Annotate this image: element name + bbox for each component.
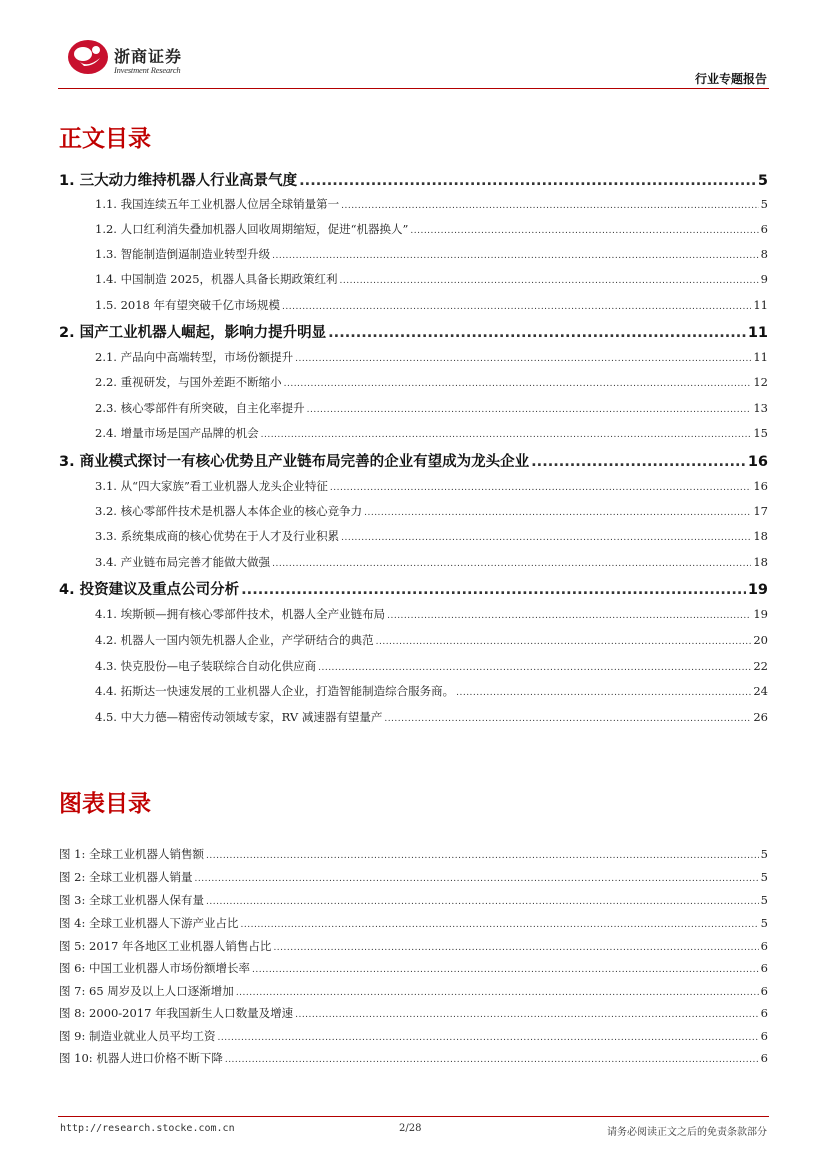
figure-entry-page: 6 [760,939,768,953]
toc-entry[interactable] [0,632,827,648]
leader-dots [364,508,751,518]
figure-entry[interactable] [0,915,827,931]
toc-entry[interactable] [0,528,827,544]
leader-dots [299,173,756,189]
figure-entry[interactable] [0,846,827,862]
leader-dots [531,454,746,470]
figure-entry-number: 图 6: [59,961,86,975]
toc-entry-number: 2. [59,325,75,341]
toc-entry-page: 11 [753,298,768,312]
toc-entry-text: 中国制造 2025，机器人具备长期政策红利 [120,272,338,286]
toc-entry-number: 3.2. [95,504,117,518]
leader-dots [456,688,751,698]
figure-entry[interactable] [0,1028,827,1044]
figure-entry[interactable] [0,1005,827,1021]
toc-entry-number: 4.4. [95,684,117,698]
figure-entry[interactable] [0,960,827,976]
toc-entry-page: 11 [753,350,768,364]
figure-entry-page: 5 [760,847,768,861]
toc-entry-number: 2.1. [95,350,117,364]
toc-entry[interactable] [0,709,827,725]
figure-entry-page: 6 [760,1029,768,1043]
toc-entry[interactable] [0,450,827,471]
toc-entry-page: 12 [753,375,768,389]
toc-entry[interactable] [0,658,827,674]
figure-entry-page: 5 [760,916,768,930]
leader-dots [330,483,751,493]
toc-entry-text: 产业链布局完善才能做大做强 [120,555,271,569]
brand-name: 浙商证券 [114,47,183,66]
report-type: 行业专题报告 [694,72,767,86]
toc-entry-number: 4.1. [95,607,117,621]
figures-title: 图表目录 [59,791,151,817]
toc-entry[interactable] [0,683,827,699]
toc-entry-text: 三大动力维持机器人行业高景气度 [79,173,298,189]
toc-entry-text: 中大力德—精密传动领域专家，RV 减速器有望量产 [120,710,383,724]
figure-entry-text: 65 周岁及以上人口逐渐增加 [89,984,234,998]
toc-entry-number: 1.1. [95,197,117,211]
toc-entry[interactable] [0,246,827,262]
figure-entry-text: 中国工业机器人市场份额增长率 [89,961,251,975]
toc-entry[interactable] [0,169,827,190]
leader-dots [295,1010,759,1020]
toc-entry[interactable] [0,578,827,599]
leader-dots [273,943,758,953]
toc-entry-text: 拓斯达一快速发展的工业机器人企业，打造智能制造综合服务商。 [120,684,455,698]
leader-dots [341,533,751,543]
toc-entry-number: 4.2. [95,633,117,647]
toc-entry[interactable] [0,297,827,313]
figure-entry-page: 6 [760,961,768,975]
toc-entry[interactable] [0,349,827,365]
toc-entry-number: 3.3. [95,529,117,543]
toc-entry-page: 15 [753,426,768,440]
toc-entry[interactable] [0,503,827,519]
toc-title: 正文目录 [59,126,151,152]
toc-entry[interactable] [0,425,827,441]
figure-entry-number: 图 7: [59,984,86,998]
toc-entry-number: 2.4. [95,426,117,440]
toc-entry[interactable] [0,400,827,416]
toc-entry-page: 9 [760,272,768,286]
leader-dots [341,201,759,211]
figure-entry[interactable] [0,938,827,954]
leader-dots [236,988,759,998]
toc-entry-page: 13 [753,401,768,415]
leader-dots [195,874,759,884]
toc-entry-text: 2018 年有望突破千亿市场规模 [120,298,281,312]
figure-entry-text: 全球工业机器人保有量 [89,893,205,907]
figure-entry[interactable] [0,869,827,885]
figure-entry-text: 全球工业机器人下游产业占比 [89,916,239,930]
page-header [0,0,827,90]
toc-entry-page: 8 [760,247,768,261]
figure-entry-text: 2017 年各地区工业机器人销售占比 [89,939,272,953]
toc-entry-text: 从“四大家族”看工业机器人龙头企业特征 [120,479,328,493]
toc-entry-text: 快克股份—电子装联综合自动化供应商 [120,659,317,673]
toc-entry-page: 20 [753,633,768,647]
leader-dots [218,1033,759,1043]
footer-url[interactable]: http://research.stocke.com.cn [60,1123,235,1134]
leader-dots [295,354,751,364]
figure-entry-text: 2000-2017 年我国新生人口数量及增速 [89,1006,294,1020]
toc-entry-text: 机器人一国内领先机器人企业，产学研结合的典范 [120,633,374,647]
toc-entry-page: 22 [753,659,768,673]
figure-entry-number: 图 9: [59,1029,86,1043]
toc-entry[interactable] [0,554,827,570]
toc-entry[interactable] [0,321,827,342]
figure-entry-page: 6 [760,984,768,998]
toc-entry-number: 1.3. [95,247,117,261]
figure-entry-number: 图 5: [59,939,86,953]
toc-entry[interactable] [0,221,827,237]
toc-entry-number: 4.5. [95,710,117,724]
toc-entry-number: 1.5. [95,298,117,312]
leader-dots [307,405,752,415]
toc-entry-page: 5 [757,173,768,189]
toc-entry-text: 系统集成商的核心优势在于人才及行业积累 [120,529,340,543]
leader-dots [376,637,752,647]
zheshang-logo-icon [66,38,110,76]
leader-dots [384,714,751,724]
figure-entry-page: 5 [760,893,768,907]
leader-dots [261,430,752,440]
toc-entry-text: 商业模式探讨一有核心优势且产业链布局完善的企业有望成为龙头企业 [79,454,530,470]
toc-entry-number: 4. [59,582,75,598]
footer-page-number: 2/28 [399,1123,422,1134]
toc-entry-number: 3. [59,454,75,470]
toc-entry-text: 埃斯顿—拥有核心零部件技术，机器人全产业链布局 [120,607,386,621]
toc-entry-page: 6 [760,222,768,236]
toc-entry-page: 24 [753,684,768,698]
toc-entry-number: 1. [59,173,75,189]
leader-dots [252,965,759,975]
toc-entry-page: 19 [747,582,768,598]
toc-entry-number: 4.3. [95,659,117,673]
toc-entry-page: 26 [753,710,768,724]
leader-dots [272,251,759,261]
leader-dots [241,582,746,598]
toc-entry-number: 2.2. [95,375,117,389]
leader-dots [272,559,751,569]
toc-entry-number: 3.1. [95,479,117,493]
toc-entry-text: 国产工业机器人崛起，影响力提升明显 [79,325,327,341]
toc-entry-text: 产品向中高端转型，市场份额提升 [120,350,294,364]
toc-entry-text: 重视研发，与国外差距不断缩小 [120,375,282,389]
figure-entry-text: 全球工业机器人销售额 [89,847,205,861]
figure-entry[interactable] [0,983,827,999]
figure-entry-page: 6 [760,1051,768,1065]
toc-entry-text: 增量市场是国产品牌的机会 [120,426,259,440]
toc-entry-page: 17 [753,504,768,518]
figure-entry-number: 图 10: [59,1051,93,1065]
leader-dots [241,920,759,930]
figure-entry-number: 图 3: [59,893,86,907]
toc-entry[interactable] [0,478,827,494]
toc-entry-page: 18 [753,529,768,543]
figure-entry-number: 图 8: [59,1006,86,1020]
toc-entry-text: 核心零部件技术是机器人本体企业的核心竞争力 [120,504,363,518]
figure-entry-number: 图 1: [59,847,86,861]
figure-entry[interactable] [0,1050,827,1066]
toc-entry-page: 5 [760,197,768,211]
toc-entry[interactable] [0,271,827,287]
toc-entry-text: 核心零部件有所突破，自主化率提升 [120,401,305,415]
toc-entry-number: 2.3. [95,401,117,415]
leader-dots [206,897,759,907]
figure-entry-number: 图 4: [59,916,86,930]
leader-dots [410,226,758,236]
leader-dots [387,611,751,621]
figure-entry-page: 6 [760,1006,768,1020]
leader-dots [282,302,751,312]
toc-entry-number: 1.2. [95,222,117,236]
figure-entry-text: 全球工业机器人销量 [89,870,193,884]
toc-entry[interactable] [0,374,827,390]
header-divider [58,88,769,89]
leader-dots [225,1055,759,1065]
figure-entry-number: 图 2: [59,870,86,884]
toc-entry-number: 3.4. [95,555,117,569]
leader-dots [340,276,759,286]
leader-dots [318,663,751,673]
toc-entry-text: 我国连续五年工业机器人位居全球销量第一 [120,197,340,211]
leader-dots [328,325,746,341]
figure-entry[interactable] [0,892,827,908]
leader-dots [206,851,759,861]
toc-entry-page: 16 [747,454,768,470]
leader-dots [284,379,752,389]
toc-entry[interactable] [0,196,827,212]
toc-entry-text: 智能制造倒逼制造业转型升级 [120,247,271,261]
figure-entry-text: 机器人进口价格不断下降 [96,1051,223,1065]
figure-entry-text: 制造业就业人员平均工资 [89,1029,216,1043]
toc-entry-page: 16 [753,479,768,493]
toc-entry-page: 11 [747,325,768,341]
brand-subtitle: Investment Research [114,65,181,75]
toc-entry-page: 19 [753,607,768,621]
footer-disclaimer-note: 请务必阅读正文之后的免责条款部分 [607,1127,767,1138]
toc-entry[interactable] [0,606,827,622]
figure-entry-page: 5 [760,870,768,884]
toc-entry-text: 人口红利消失叠加机器人回收周期缩短，促进“机器换人” [120,222,409,236]
footer-divider [58,1116,769,1117]
toc-entry-text: 投资建议及重点公司分析 [79,582,240,598]
toc-entry-number: 1.4. [95,272,117,286]
toc-entry-page: 18 [753,555,768,569]
